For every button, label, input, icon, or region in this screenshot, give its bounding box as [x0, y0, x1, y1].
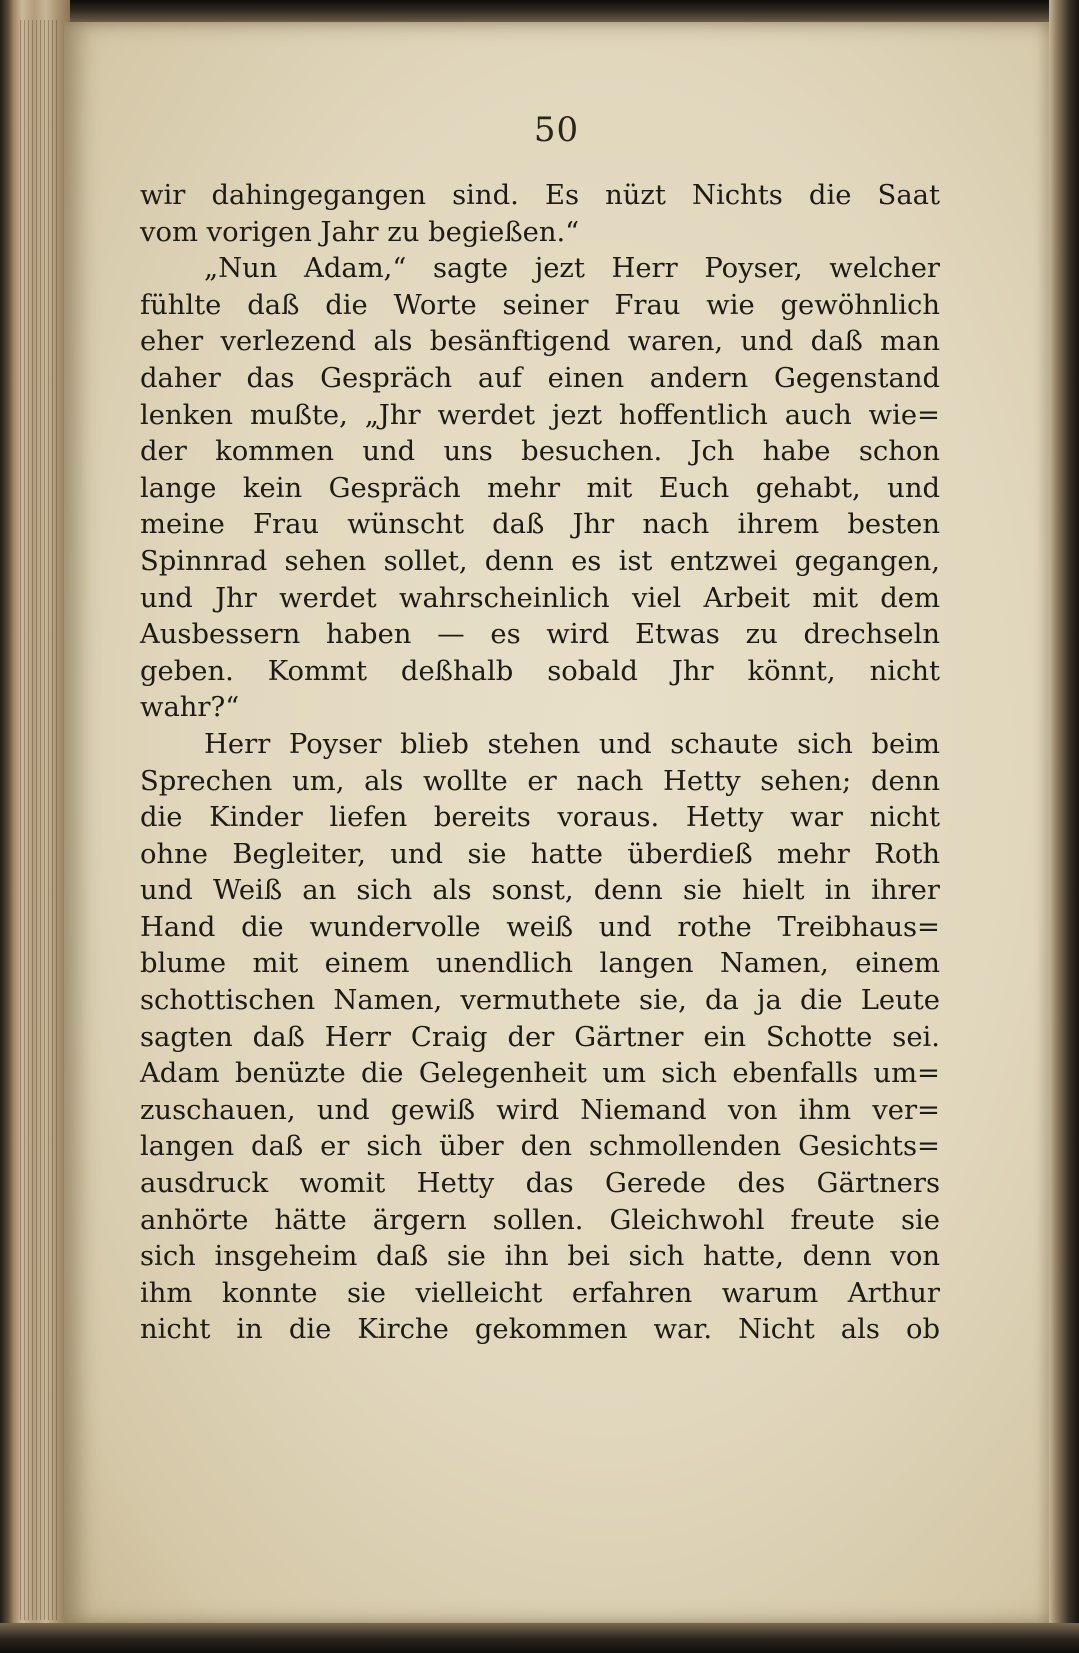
text-line: wahr?“ — [140, 692, 240, 724]
text-line: zuschauen, und gewiß wird Niemand von ihm ver= — [140, 1094, 940, 1126]
text-line: geben. Kommt deßhalb sobald Jhr könnt, nicht — [140, 655, 940, 687]
text-line: schottischen Namen, vermuthete sie, da ja die Leute — [140, 985, 940, 1017]
text-line: Herr Poyser blieb stehen und schaute sich beim — [204, 728, 940, 760]
text-line: der kommen und uns besuchen. Jch habe schon — [140, 436, 940, 468]
text-line: Adam benüzte die Gelegenheit um sich ebenfalls um= — [140, 1058, 940, 1090]
scan-right-border — [1049, 0, 1079, 1653]
text-line: die Kinder liefen bereits voraus. Hetty war nicht — [140, 802, 940, 834]
scan-bottom-border — [0, 1623, 1079, 1653]
body-text — [140, 178, 940, 1349]
text-line: Spinnrad sehen sollet, denn es ist entzwei gegangen, — [140, 545, 940, 577]
text-line: sich insgeheim daß sie ihn bei sich hatte, denn von — [140, 1241, 940, 1273]
text-line: lenken mußte, „Jhr werdet jezt hoffentlich auch wie= — [140, 399, 940, 431]
text-line: daher das Gespräch auf einen andern Gegenstand — [140, 362, 940, 394]
text-line: lange kein Gespräch mehr mit Euch gehabt, und — [140, 472, 940, 504]
text-line: blume mit einem unendlich langen Namen, einem — [140, 948, 940, 980]
text-line: ihm konnte sie vielleicht erfahren warum Arthur — [140, 1277, 940, 1309]
text-line: und Weiß an sich als sonst, denn sie hielt in ihrer — [140, 875, 940, 907]
book-spine-edge — [0, 0, 70, 1653]
text-line: langen daß er sich über den schmollenden Gesichts= — [140, 1131, 940, 1163]
text-line: und Jhr werdet wahrscheinlich viel Arbeit mit dem — [140, 582, 940, 614]
text-line: anhörte hätte ärgern sollen. Gleichwohl freute sie — [140, 1204, 940, 1236]
text-line: ausdruck womit Hetty das Gerede des Gärtners — [140, 1168, 940, 1200]
text-line: meine Frau wünscht daß Jhr nach ihrem besten — [140, 509, 940, 541]
text-line: ohne Begleiter, und sie hatte überdieß mehr Roth — [140, 838, 940, 870]
page-number: 50 — [533, 110, 580, 150]
text-line: eher verlezend als besänftigend waren, und daß man — [140, 326, 940, 358]
text-line: nicht in die Kirche gekommen war. Nicht als ob — [140, 1314, 940, 1346]
text-line: Ausbessern haben — es wird Etwas zu drechseln — [140, 619, 940, 651]
text-line: Hand die wundervolle weiß und rothe Treibhaus= — [140, 911, 940, 943]
text-line: fühlte daß die Worte seiner Frau wie gewöhnlich — [140, 289, 940, 321]
text-line: vom vorigen Jahr zu begießen.“ — [140, 216, 580, 248]
scan-top-border — [0, 0, 1079, 22]
page-stack-edges — [20, 20, 60, 1620]
text-line: Sprechen um, als wollte er nach Hetty sehen; denn — [140, 765, 940, 797]
text-line: „Nun Adam,“ sagte jezt Herr Poyser, welcher — [204, 253, 940, 285]
text-line: sagten daß Herr Craig der Gärtner ein Schotte sei. — [140, 1021, 940, 1053]
text-line: wir dahingegangen sind. Es nüzt Nichts die Saat — [140, 180, 940, 211]
